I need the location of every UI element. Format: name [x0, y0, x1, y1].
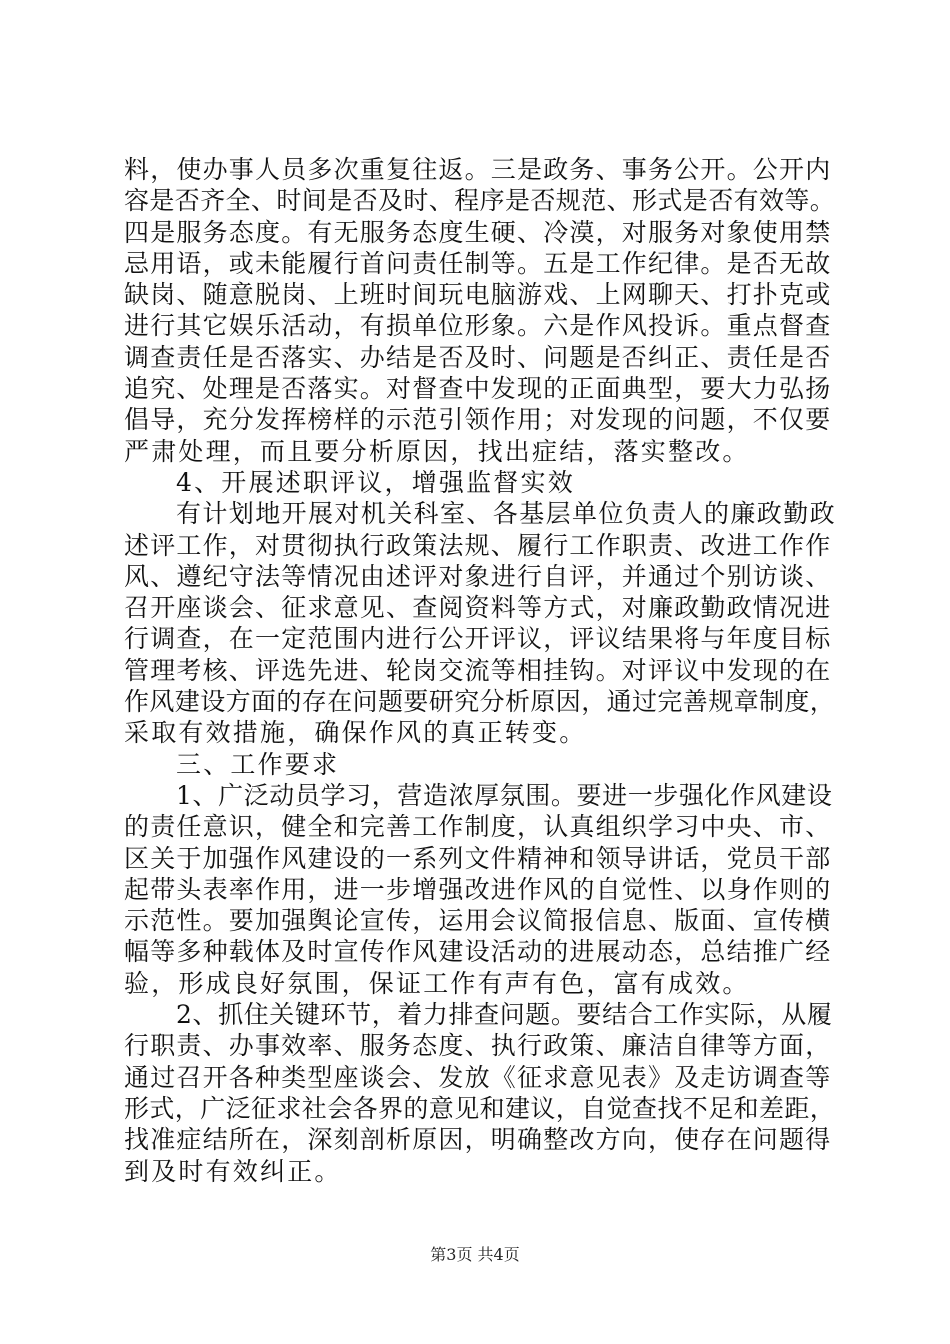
text-line: 行调查，在一定范围内进行公开评议，评议结果将与年度目标: [124, 624, 832, 654]
text-line: 料，使办事人员多次重复往返。三是政务、事务公开。公开内: [124, 155, 832, 184]
text-line: 召开座谈会、征求意见、查阅资料等方式，对廉政勤政情况进: [124, 593, 832, 623]
text-line: 进行其它娱乐活动，有损单位形象。六是作风投诉。重点督查: [124, 311, 832, 341]
text-line: 采取有效措施，确保作风的真正转变。: [124, 718, 587, 748]
text-line: 起带头表率作用，进一步增强改进作风的自觉性、以身作则的: [124, 874, 832, 904]
text-line: 到及时有效纠正。: [124, 1156, 342, 1186]
text-line: 作风建设方面的存在问题要研究分析原因，通过完善规章制度，: [124, 687, 836, 717]
text-line: 示范性。要加强舆论宣传，运用会议简报信息、版面、宣传横: [124, 906, 832, 936]
section-heading: 三、工作要求: [176, 749, 340, 779]
text-line: 找准症结所在，深刻剖析原因，明确整改方向，使存在问题得: [124, 1125, 832, 1155]
text-line: 述评工作，对贯彻执行政策法规、履行工作职责、改进工作作: [124, 530, 832, 560]
text-line: 忌用语，或未能履行首问责任制等。五是工作纪律。是否无故: [124, 248, 832, 278]
paragraph-start: 2、抓住关键环节，着力排查问题。要结合工作实际，从履: [176, 1000, 833, 1030]
text-line: 形式，广泛征求社会各界的意见和建议，自觉查找不足和差距，: [124, 1093, 836, 1123]
text-line: 行职责、办事效率、服务态度、执行政策、廉洁自律等方面，: [124, 1031, 832, 1061]
text-line: 风、遵纪守法等情况由述评对象进行自评，并通过个别访谈、: [124, 561, 832, 591]
text-line: 缺岗、随意脱岗、上班时间玩电脑游戏、上网聊天、打扑克或: [124, 280, 832, 310]
text-line: 严肃处理，而且要分析原因，找出症结，落实整改。: [124, 436, 750, 466]
text-line: 容是否齐全、时间是否及时、程序是否规范、形式是否有效等。: [124, 186, 836, 216]
section-heading: 4、开展述职评议，增强监督实效: [176, 467, 575, 497]
text-line: 通过召开各种类型座谈会、发放《征求意见表》及走访调查等: [124, 1062, 832, 1092]
paragraph-start: 1、广泛动员学习，营造浓厚氛围。要进一步强化作风建设: [176, 780, 833, 810]
text-line: 调查责任是否落实、办结是否及时、问题是否纠正、责任是否: [124, 342, 832, 372]
document-body: [124, 154, 836, 1187]
text-line: 幅等多种载体及时宣传作风建设活动的进展动态，总结推广经: [124, 937, 832, 967]
text-line: 验，形成良好氛围，保证工作有声有色，富有成效。: [124, 968, 750, 998]
page-number-footer: 第3页 共4页: [430, 1245, 520, 1264]
text-line: 的责任意识，健全和完善工作制度，认真组织学习中央、市、: [124, 812, 832, 842]
text-line: 追究、处理是否落实。对督查中发现的正面典型，要大力弘扬: [124, 374, 832, 404]
paragraph-start: 有计划地开展对机关科室、各基层单位负责人的廉政勤政: [176, 499, 837, 529]
text-line: 区关于加强作风建设的一系列文件精神和领导讲话，党员干部: [124, 843, 832, 873]
text-line: 管理考核、评选先进、轮岗交流等相挂钩。对评议中发现的在: [124, 655, 832, 685]
text-line: 四是服务态度。有无服务态度生硬、冷漠，对服务对象使用禁: [124, 217, 832, 247]
text-line: 倡导，充分发挥榜样的示范引领作用；对发现的问题，不仅要: [124, 405, 832, 435]
